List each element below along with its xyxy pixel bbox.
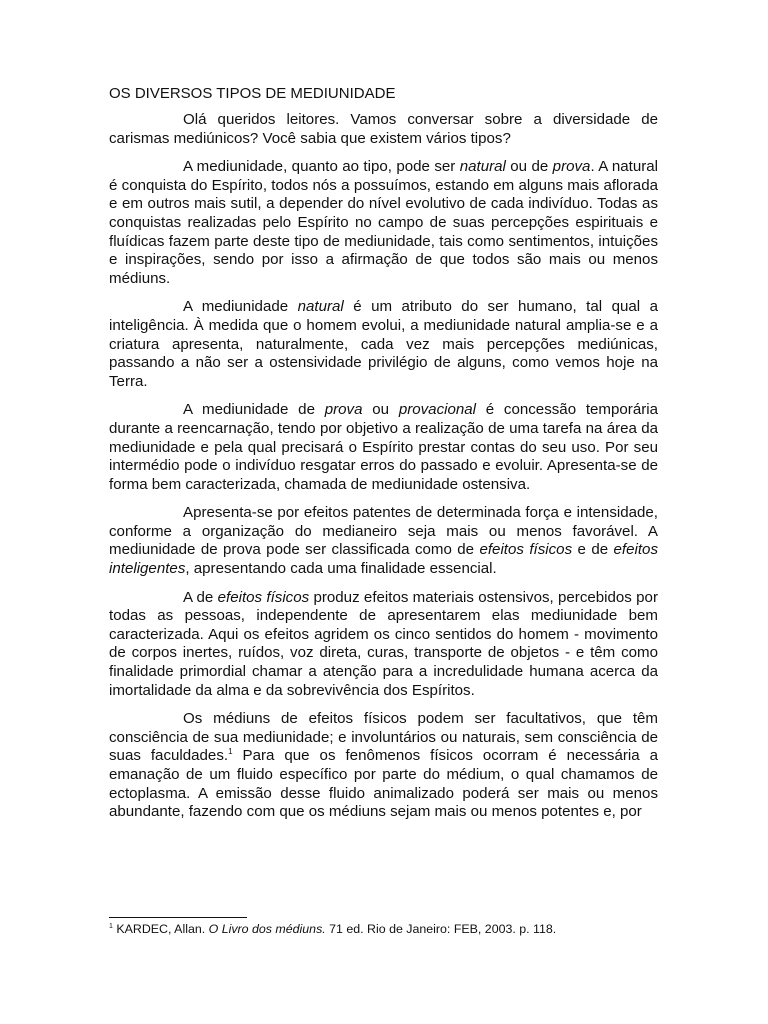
footnote-book-title: O Livro dos médiuns. — [208, 922, 326, 936]
text-run: A mediunidade de — [183, 401, 325, 419]
footnote-separator — [109, 917, 247, 918]
text-run: 71 ed. Rio de Janeiro: FEB, 2003. p. 118. — [325, 922, 557, 936]
text-run: e de — [572, 541, 614, 559]
text-run: ou de — [505, 158, 553, 176]
paragraph-natural — [109, 298, 658, 391]
text-run: é concessão temporária durante a reencarnação, tendo por objetivo a realização de uma tarefa na área da mediunidade e pela qual precisará o Espírito prestar contas do seu uso. Por seu intermédio pode o indivíduo resgatar erros do passado e evoluir. Apresenta-se de forma bem caracterizada, chamada de mediunidade ostensiva. — [109, 401, 658, 493]
paragraph-tipos — [109, 158, 658, 288]
footnote-mark: 1 — [109, 923, 113, 930]
emphasis-natural: natural — [297, 298, 344, 316]
emphasis-efeitos-inteligentes: efeitos inteligentes — [109, 541, 658, 578]
paragraph-efeitos — [109, 504, 658, 578]
text-run: Para que os fenômenos físicos ocorram é necessária a emanação de um fluido específico por parte do médium, o qual chamamos de ectoplasma. A emissão desse fluido animalizado poderá ser mais ou menos abundante, fazendo com que os médiuns sejam mais ou menos potentes e, por — [109, 747, 659, 821]
text-run: produz efeitos materiais ostensivos, percebidos por todas as pessoas, independente de apresentarem elas mediunidade bem caracterizada. Aqui os efeitos agridem os cinco sentidos do homem - movimento de corpos inertes, ruídos, voz direta, curas, transporte de objetos - e têm como finalidade primordial chamar a atenção para a incredulidade humana acerca da imortalidade da alma e da sobrevivência dos Espíritos. — [109, 588, 658, 699]
emphasis-provacional: provacional — [398, 401, 477, 419]
text-run: A mediunidade, quanto ao tipo, pode ser — [183, 158, 460, 176]
emphasis-natural: natural — [459, 158, 506, 176]
emphasis-prova: prova — [324, 401, 363, 419]
paragraph-efeitos-fisicos — [109, 589, 658, 701]
text-run: . A natural é conquista do Espírito, todos nós a possuímos, estando em alguns mais aflorada e em outros mais sutil, a depender do nível evolutivo de cada indivíduo. Todas as conquistas realizadas pelo Espírito no campo de suas percepções espirituais e fluídicas fazem parte deste tipo de mediunidade, tais como sentimentos, intuições e inspirações, sendo por isso a afirmação de que todos são mais ou menos médiuns. — [109, 158, 658, 287]
footnote-reference: 1 — [228, 747, 233, 757]
document-title: OS DIVERSOS TIPOS DE MEDIUNIDADE — [109, 85, 396, 102]
paragraph-mediuns — [109, 710, 658, 822]
paragraph-intro: Olá queridos leitores. Vamos conversar sobre a diversidade de carismas mediúnicos? Você sabia que existem vários tipos? — [109, 111, 658, 147]
footnote — [109, 922, 556, 937]
emphasis-efeitos-fisicos: efeitos físicos — [479, 541, 573, 559]
text-run: ou — [362, 401, 399, 419]
document-body — [109, 84, 658, 832]
emphasis-efeitos-fisicos: efeitos físicos — [217, 588, 310, 606]
text-run: Os médiuns de efeitos físicos podem ser facultativos, que têm consciência de sua mediunidade; e involuntários ou naturais, sem consciência de suas faculdades. — [109, 710, 658, 765]
text-run: A mediunidade — [183, 298, 298, 316]
text-run: é um atributo do ser humano, tal qual a inteligência. À medida que o homem evolui, a mediunidade natural amplia-se e a criatura apresenta, naturalmente, cada vez mais percepções mediúnicas, passando a não ser a ostensividade privilégio de alguns, como vemos hoje na Terra. — [109, 298, 658, 390]
text-run: Apresenta-se por efeitos patentes de determinada força e intensidade, conforme a organização do medianeiro seja mais ou menos favorável. A mediunidade de prova pode ser classificada como de — [109, 504, 658, 559]
text-run: , apresentando cada uma finalidade essencial. — [185, 560, 497, 578]
text-run: A de — [183, 588, 218, 606]
text-run: KARDEC, Allan. — [112, 922, 209, 936]
emphasis-prova: prova — [552, 158, 591, 176]
paragraph-prova — [109, 401, 658, 494]
